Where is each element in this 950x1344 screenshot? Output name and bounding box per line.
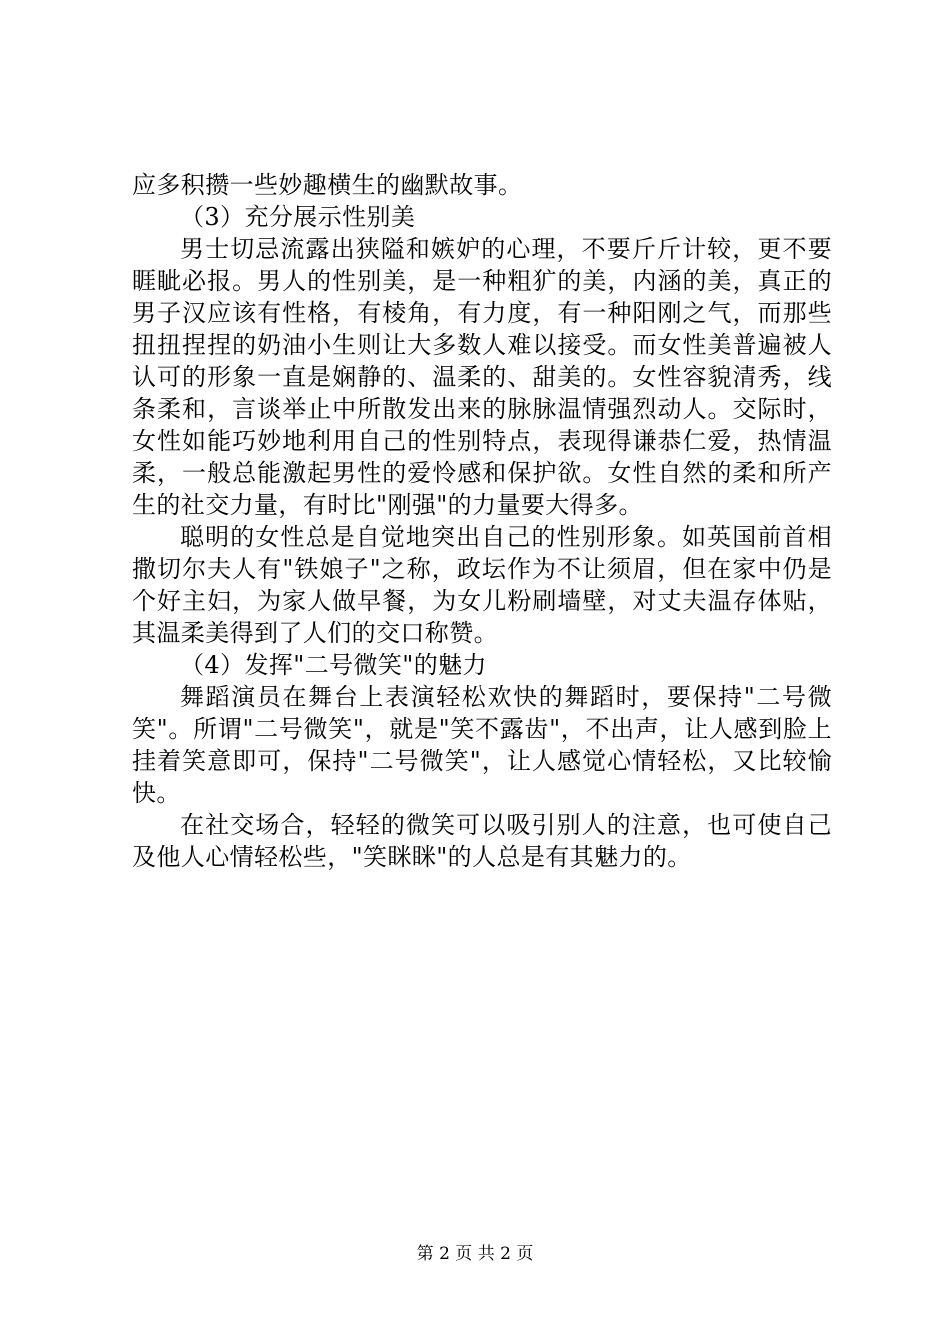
paragraph-1: 应多积攒一些妙趣横生的幽默故事。	[132, 171, 523, 199]
paragraph-4: 舞蹈演员在舞台上表演轻松欢快的舞蹈时，要保持"二号微笑"。所谓"二号微笑"，就是"笑不露齿"，不出声，让人感到脸上挂着笑意即可，保持"二号微笑"，让人感觉心情轻松，又比较愉快。	[132, 683, 832, 807]
paragraph-3: 聪明的女性总是自觉地突出自己的性别形象。如英国前首相撒切尔夫人有"铁娘子"之称，政坛作为不让须眉，但在家中仍是个好主妇，为家人做早餐，为女儿粉刷墙壁，对丈夫温存体贴，其温柔美得到了人们的交口称赞。	[132, 523, 832, 647]
section-heading-4: （4）发挥"二号微笑"的魅力	[180, 651, 487, 679]
document-body	[132, 169, 832, 873]
section-heading-3: （3）充分展示性别美	[180, 203, 416, 231]
paragraph-2: 男士切忌流露出狭隘和嫉妒的心理，不要斤斤计较，更不要睚眦必报。男人的性别美，是一种粗犷的美，内涵的美，真正的男子汉应该有性格，有棱角，有力度，有一种阳刚之气，而那些扭扭捏捏的奶油小生则让大多数人难以接受。而女性美普遍被人认可的形象一直是娴静的、温柔的、甜美的。女性容貌清秀，线条柔和，言谈举止中所散发出来的脉脉温情强烈动人。交际时，女性如能巧妙地利用自己的性别特点，表现得谦恭仁爱，热情温柔，一般总能激起男性的爱怜感和保护欲。女性自然的柔和所产生的社交力量，有时比"刚强"的力量要大得多。	[132, 235, 832, 519]
page-number-footer: 第 2 页 共 2 页	[416, 1244, 534, 1264]
paragraph-5: 在社交场合，轻轻的微笑可以吸引别人的注意，也可使自己及他人心情轻松些，"笑眯眯"的人总是有其魅力的。	[132, 811, 832, 871]
